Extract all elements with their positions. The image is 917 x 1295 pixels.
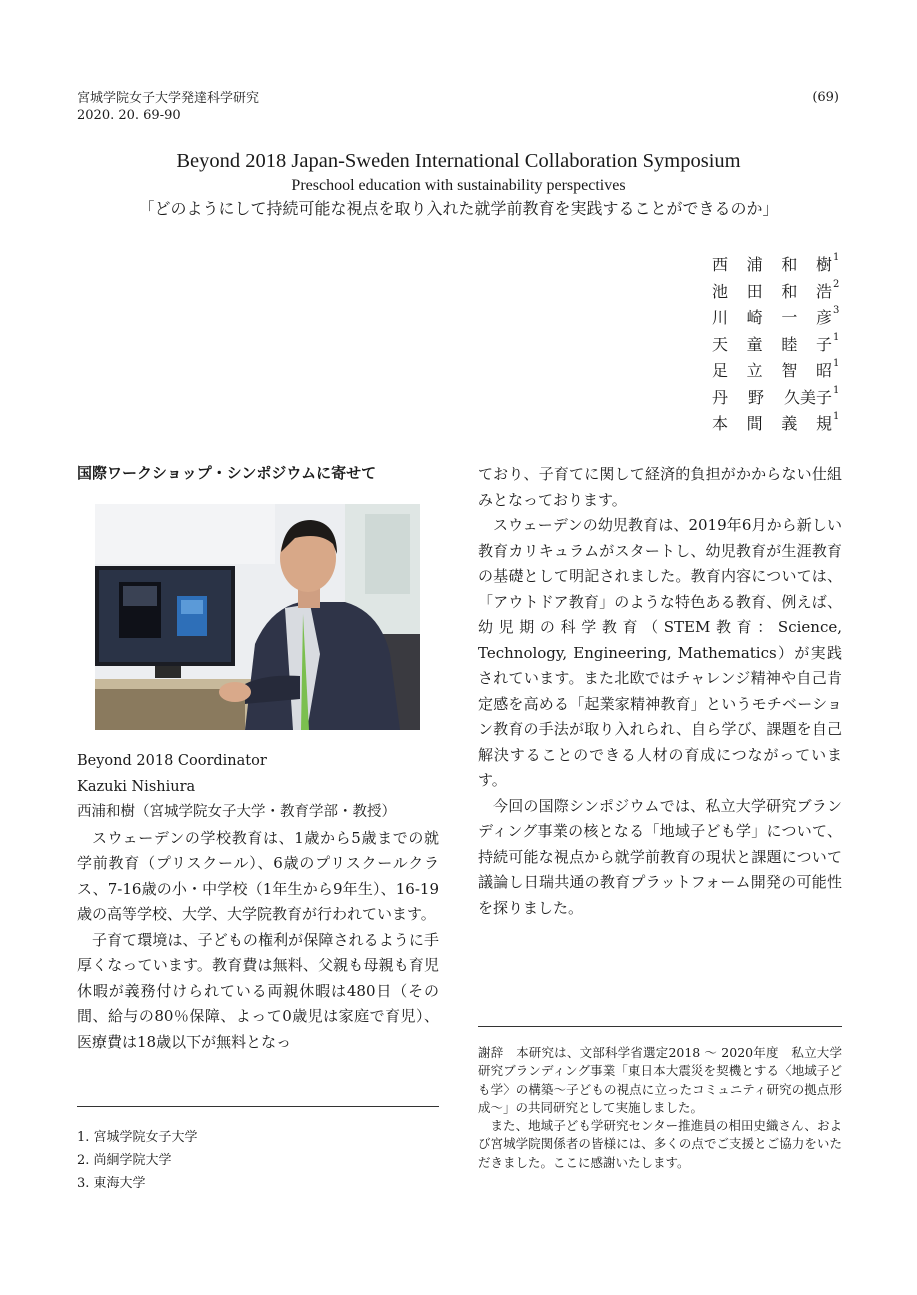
coordinator-text [77,749,439,1055]
author-name [712,252,832,275]
author-name-char: 子 [815,334,832,354]
coordinator-name-jp: 西浦和樹（宮城学院女子大学・教育学部・教授） [77,804,396,820]
author-name-char: 久美子 [783,387,832,407]
author-affiliation-mark: 1 [833,331,840,343]
footnote-divider [77,1106,439,1107]
author-name-char: 浩 [815,281,832,301]
author-name-char: 昭 [815,361,832,380]
journal-header [77,90,259,124]
footnote-item: 1. 宮城学院女子大学 [77,1130,198,1145]
author-name-char: 和 [781,281,798,301]
author-item [712,332,852,359]
footnote-item: 3. 東海大学 [77,1176,146,1191]
section-heading: 国際ワークショップ・シンポジウムに寄せて [77,464,377,482]
author-name-char: 彦 [815,308,832,327]
author-name-char: 崎 [746,308,763,327]
author-name-char: 立 [746,361,763,380]
acknowledgement-divider [478,1026,842,1027]
title-block [0,148,917,220]
author-name-char: 丹 [712,387,729,407]
acknowledgement [478,1044,842,1172]
author-list [712,252,852,438]
author-name-char: 童 [746,334,763,354]
author-name-char: 天 [712,334,729,354]
author-name-char: 義 [781,414,798,433]
author-name-char: 足 [712,361,729,380]
author-name-char: 和 [781,255,798,274]
body-paragraph: ており、子育てに関して経済的負担がかからない仕組みとなっております。 [478,465,842,509]
author-name-char: 西 [712,255,729,274]
footnote-item: 2. 尚絅学院大学 [77,1153,172,1168]
author-name [712,305,832,328]
author-affiliation-mark: 1 [833,358,840,369]
author-name-char: 浦 [746,255,763,274]
author-affiliation-mark: 3 [833,305,840,316]
author-item [712,411,852,438]
author-item [712,358,852,385]
author-name-char: 川 [712,308,729,327]
author-name [712,385,832,408]
author-affiliation-mark: 1 [833,384,840,396]
author-name-char: 一 [781,308,798,327]
acknowledgement-paragraph: 謝辞 本研究は、文部科学省選定2018 ～ 2020年度 私立大学研究ブランディング事業「東日本大震災を契機とする〈地域子ども学〉の構築～子どもの視点に立ったコミュニティ研究の拠点形成～」の共同研究として実施しました。 [478,1045,842,1115]
author-name-char: 野 [747,387,764,407]
author-name [712,279,832,302]
author-name [712,358,832,381]
author-name-char: 池 [712,281,729,301]
right-column [478,462,842,921]
journal-issue: 2020. 20. 69-90 [77,108,181,123]
author-name-char: 睦 [781,334,798,354]
page-number: (69) [812,90,839,105]
coordinator-name-en: Kazuki Nishiura [77,778,196,795]
author-name [712,411,832,434]
acknowledgement-paragraph: また、地域子ども学研究センター推進員の相田史織さん、および宮城学院関係者の皆様には、多くの点でご支援とご協力をいただきました。ここに感謝いたします。 [478,1118,842,1170]
author-item [712,252,852,279]
coordinator-photo [95,504,420,730]
author-affiliation-mark: 2 [833,278,840,290]
author-item [712,279,852,306]
paper-title: Beyond 2018 Japan-Sweden International Collaboration Symposium [176,150,741,172]
author-affiliation-mark: 1 [833,252,840,263]
author-name-char: 間 [746,414,763,433]
author-affiliation-mark: 1 [833,411,840,422]
author-name-char: 規 [815,414,832,433]
author-item [712,385,852,412]
body-paragraph: 今回の国際シンポジウムでは、私立大学研究ブランディング事業の核となる「地域子ども学」について、持続可能な視点から就学前教育の現状と課題について議論し日瑞共通の教育プラットフォーム開発の可能性を探りました。 [478,796,842,917]
body-paragraph: スウェーデンの学校教育は、1歳から5歳までの就学前教育（プリスクール）、6歳のプリスクールクラス、7-16歳の小・中学校（1年生から9年生）、16-19歳の高等学校、大学、大学院教育が行われています。 [77,828,439,923]
paper-subtitle-en: Preschool education with sustainability perspectives [291,177,626,194]
paper-subtitle-jp: 「どのようにして持続可能な視点を取り入れた就学前教育を実践することができるのか」 [138,199,779,218]
author-name-char: 樹 [815,255,832,274]
author-name [712,332,832,355]
author-name-char: 智 [781,361,798,380]
journal-name: 宮城学院女子大学発達科学研究 [77,91,260,106]
author-name-char: 本 [712,414,729,433]
author-name-char: 田 [746,281,763,301]
affiliation-footnotes [77,1126,198,1195]
left-column [77,462,439,1051]
coordinator-role: Beyond 2018 Coordinator [77,753,267,769]
body-paragraph: スウェーデンの幼児教育は、2019年6月から新しい教育カリキュラムがスタートし、幼児教育が生涯教育の基礎として明記されました。教育内容については、「アウトドア教育」のような特色ある教育、例えば、幼児期の科学教育（STEM教育：Science, Technology, Engineering, Mathematics）が実践されています。また北欧ではチャレンジ精神や自己肯定感を高める「起業家精神教育」というモチベーション教育の手法が取り入れられ、自ら学び、課題を自己解決することのできる人材の育成につながっています。 [478,516,842,789]
body-paragraph: 子育て環境は、子どもの権利が保障されるように手厚くなっています。教育費は無料、父親も母親も育児休暇が義務付けられている両親休暇は480日（その間、給与の80％保障、よって0歳児は家庭で育児）、医療費は18歳以下が無料となっ [77,930,439,1051]
author-item [712,305,852,332]
